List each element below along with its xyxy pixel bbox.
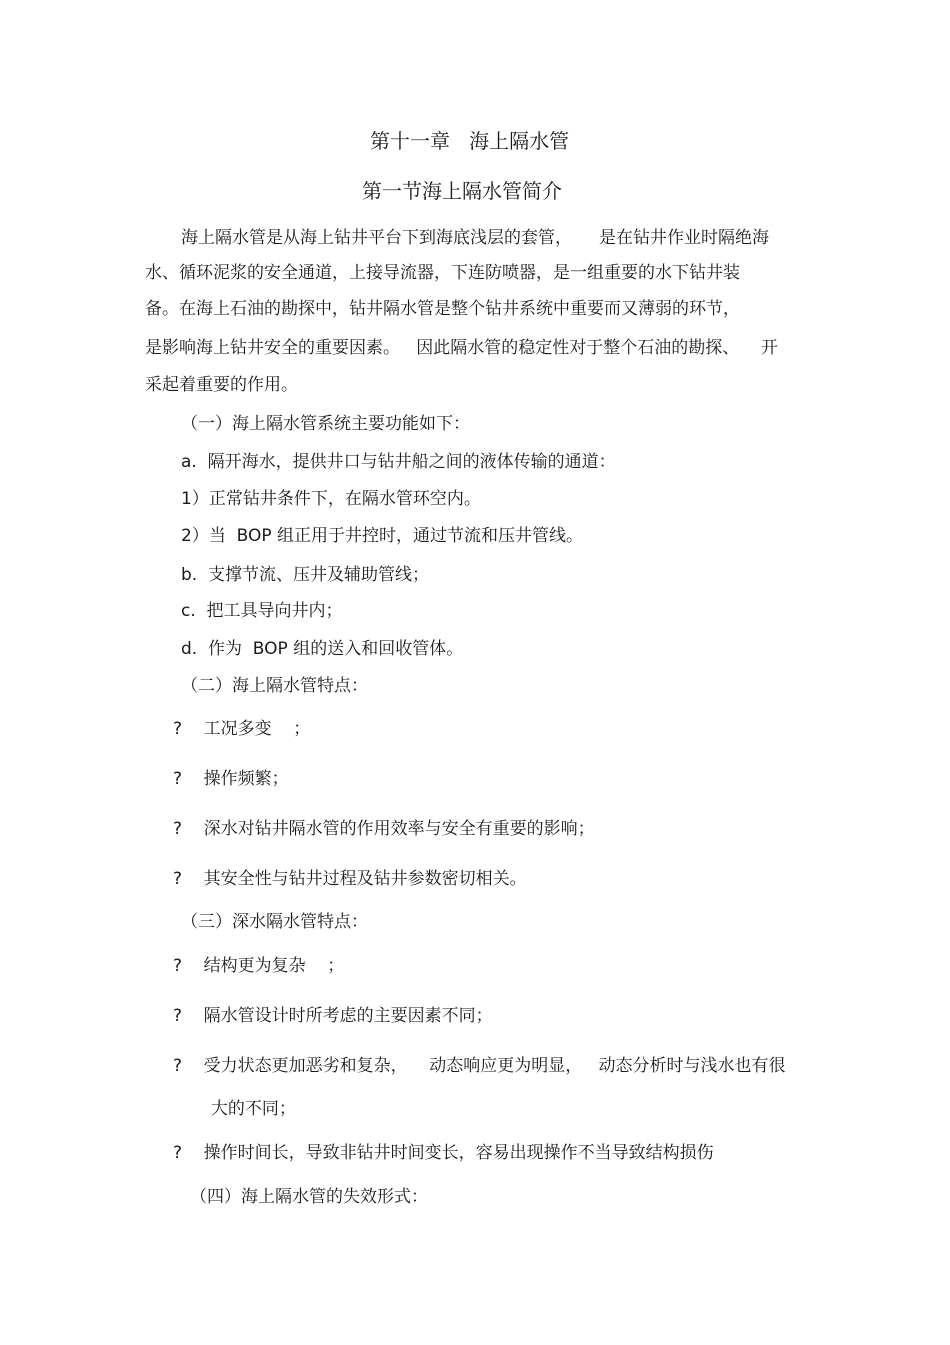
list-item: c. 把工具导向井内； [181,601,343,621]
bullet-item: ? 操作时间长，导致非钻井时间变长，容易出现操作不当导致结构损伤 [173,1143,714,1163]
bullet-item: ? 结构更为复杂 ； [173,956,345,976]
bullet-item: ? 工况多变 ； [173,719,311,739]
bullet-item: ? 操作频繁； [173,769,289,789]
section-title: 第一节海上隔水管简介 [362,179,562,203]
section1-heading: （一）海上隔水管系统主要功能如下： [181,414,470,434]
bullet-item: ? 受力状态更加恶劣和复杂， 动态响应更为明显， 动态分析时与浅水也有很 [173,1056,786,1076]
list-item: d. 作为 BOP 组的送入和回收管体。 [181,639,464,659]
intro-line: 备。在海上石油的勘探中，钻井隔水管是整个钻井系统中重要而又薄弱的环节， [145,299,740,319]
bullet-item: ? 其安全性与钻井过程及钻井参数密切相关。 [173,869,527,889]
list-item: a. 隔开海水，提供井口与钻井船之间的液体传输的通道： [181,452,616,472]
intro-line: 水、循环泥浆的安全通道，上接导流器，下连防喷器，是一组重要的水下钻井装 [145,263,740,283]
section2-heading: （二）海上隔水管特点： [181,676,368,696]
intro-line: 是影响海上钻井安全的重要因素。 因此隔水管的稳定性对于整个石油的勘探、 开 [145,338,778,358]
intro-line: 海上隔水管是从海上钻井平台下到海底浅层的套管， 是在钻井作业时隔绝海 [181,228,770,248]
list-item: 1）正常钻井条件下，在隔水管环空内。 [181,489,481,509]
bullet-item-continuation: 大的不同； [173,1099,296,1119]
list-item: b. 支撑节流、压井及辅助管线； [181,565,430,585]
bullet-item: ? 隔水管设计时所考虑的主要因素不同； [173,1006,493,1026]
list-item: 2）当 BOP 组正用于井控时，通过节流和压井管线。 [181,526,584,546]
section4-heading: （四）海上隔水管的失效形式： [190,1187,428,1207]
section3-heading: （三）深水隔水管特点： [181,912,368,932]
chapter-title: 第十一章 海上隔水管 [370,129,570,153]
intro-line: 采起着重要的作用。 [145,375,298,395]
bullet-item: ? 深水对钻井隔水管的作用效率与安全有重要的影响； [173,819,595,839]
